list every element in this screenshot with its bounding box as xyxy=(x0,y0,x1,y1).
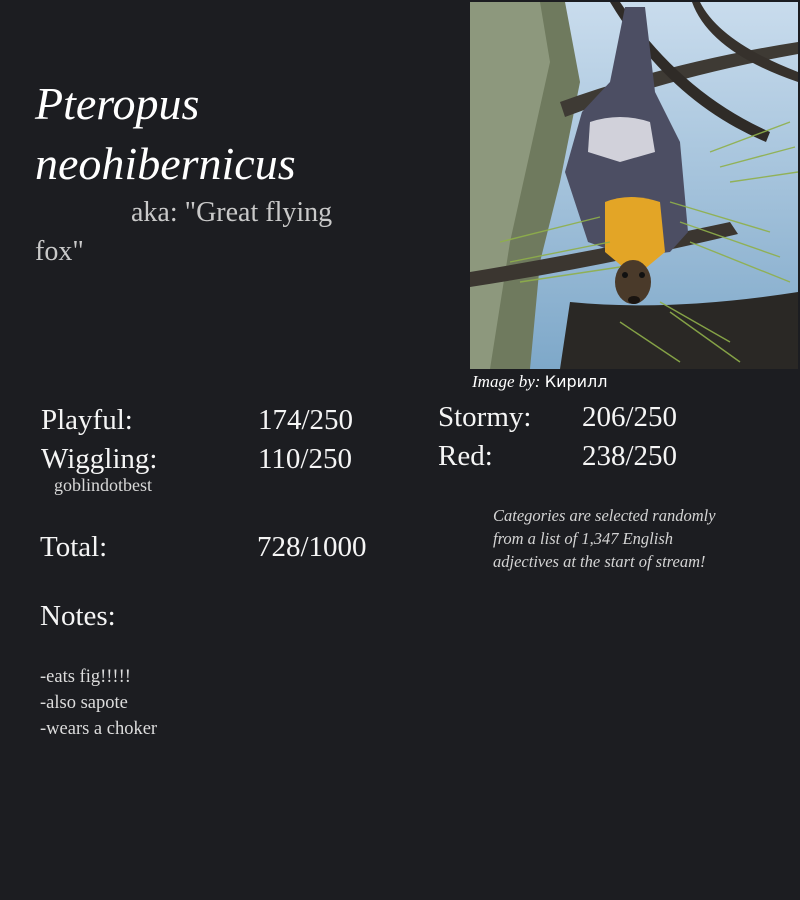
categories-note: Categories are selected randomly from a list of 1,347 English adjectives at the start of stream! xyxy=(493,506,716,571)
notes-list xyxy=(40,664,157,742)
stat-red-value: 238/250 xyxy=(582,440,678,472)
stat-stormy-value: 206/250 xyxy=(582,401,678,433)
stat-wiggling-label: Wiggling: xyxy=(41,443,158,475)
stat-total-value: 728/1000 xyxy=(257,531,367,563)
stat-wiggling-value: 110/250 xyxy=(258,443,352,475)
bat-photo xyxy=(470,2,798,369)
image-credit xyxy=(472,372,607,392)
credit-prefix: Image by: xyxy=(472,372,541,391)
note-item: -eats fig!!!!! xyxy=(40,667,131,687)
species-epithet: neohibernicus xyxy=(35,138,296,189)
notes-heading: Notes: xyxy=(40,600,116,632)
stat-playful-value: 174/250 xyxy=(258,404,354,436)
note-item: -also sapote xyxy=(40,693,128,713)
common-name: aka: "Great flying fox" xyxy=(35,197,333,267)
stat-playful-label: Playful: xyxy=(41,404,133,436)
species-genus: Pteropus xyxy=(35,78,200,129)
author-handle: goblindotbest xyxy=(54,475,152,495)
stat-stormy-label: Stormy: xyxy=(438,401,532,433)
species-name xyxy=(35,74,455,194)
stat-total-label: Total: xyxy=(40,531,108,563)
note-item: -wears a choker xyxy=(40,719,158,739)
credit-name: Кирилл xyxy=(544,372,608,391)
stat-red-label: Red: xyxy=(438,440,493,472)
